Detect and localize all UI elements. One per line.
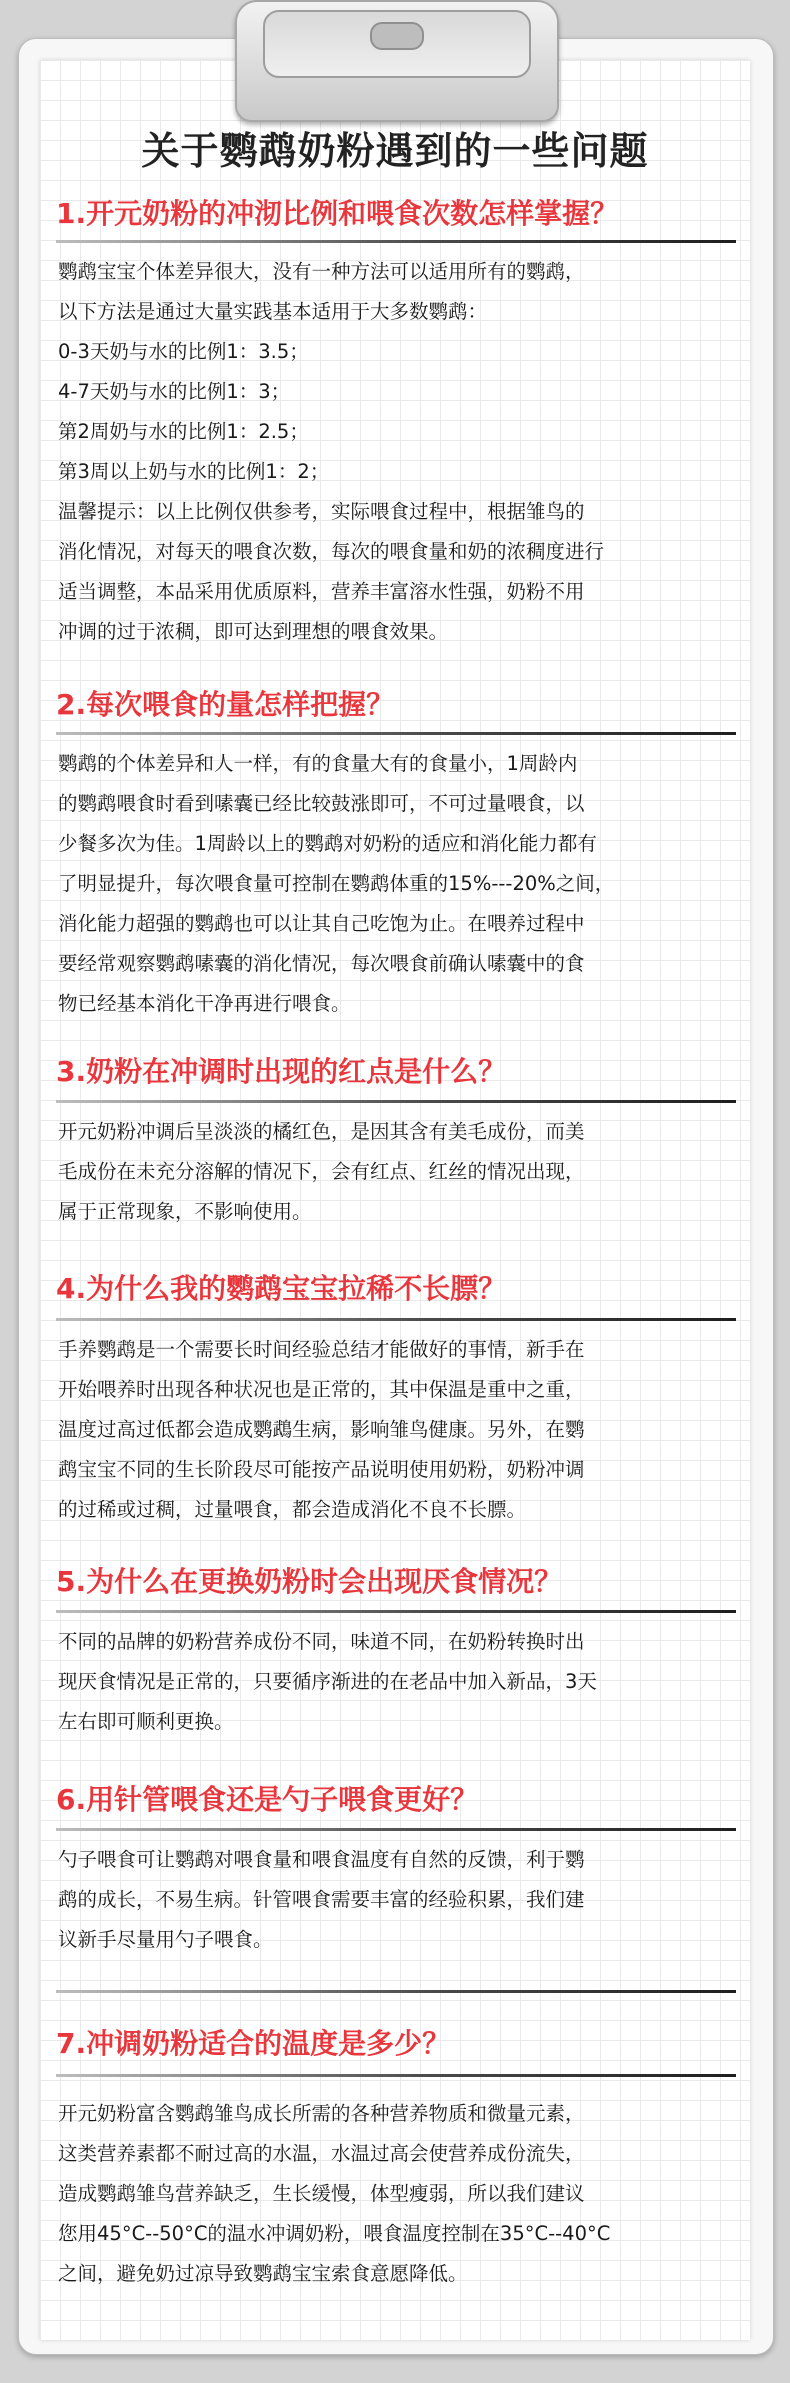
answer-line: 4-7天奶与水的比例1：3； — [58, 380, 291, 403]
answer-line: 的过稀或过稠，过量喂食，都会造成消化不良不长膘。 — [58, 1498, 527, 1521]
answer-line: 适当调整，本品采用优质原料，营养丰富溶水性强，奶粉不用 — [58, 580, 585, 603]
faq-divider-7-top — [56, 1990, 736, 1993]
answer-line: 不同的品牌的奶粉营养成份不同，味道不同，在奶粉转换时出 — [58, 1630, 585, 1653]
answer-line: 第2周奶与水的比例1：2.5； — [58, 420, 309, 443]
faq-divider-1 — [56, 240, 736, 243]
answer-line: 了明显提升，每次喂食量可控制在鹦鹉体重的15%---20%之间， — [58, 872, 615, 895]
faq-question-5: 5.为什么在更换奶粉时会出现厌食情况？ — [56, 1565, 563, 1598]
answer-line: 议新手尽量用勺子喂食。 — [58, 1928, 273, 1951]
faq-answer-6 — [58, 1840, 738, 1960]
faq-divider-4 — [56, 1318, 736, 1321]
faq-divider-6 — [56, 1828, 736, 1831]
faq-question-3: 3.奶粉在冲调时出现的红点是什么？ — [56, 1055, 507, 1088]
answer-line: 鹉宝宝不同的生长阶段尽可能按产品说明使用奶粉，奶粉冲调 — [58, 1458, 585, 1481]
answer-line: 以下方法是通过大量实践基本适用于大多数鹦鹉： — [58, 300, 488, 323]
answer-line: 鹉的成长，不易生病。针管喂食需要丰富的经验积累，我们建 — [58, 1888, 585, 1911]
answer-line: 开始喂养时出现各种状况也是正常的，其中保温是重中之重， — [58, 1378, 585, 1401]
answer-line: 开元奶粉冲调后呈淡淡的橘红色，是因其含有美毛成份，而美 — [58, 1120, 585, 1143]
answer-line: 0-3天奶与水的比例1：3.5； — [58, 340, 309, 363]
faq-question-7: 7.冲调奶粉适合的温度是多少？ — [56, 2027, 451, 2060]
answer-line: 这类营养素都不耐过高的水温，水温过高会使营养成份流失， — [58, 2142, 585, 2165]
clip-hole — [370, 22, 424, 50]
faq-answer-1 — [58, 252, 738, 652]
answer-line: 消化情况，对每天的喂食次数，每次的喂食量和奶的浓稠度进行 — [58, 540, 605, 563]
faq-answer-7 — [58, 2094, 738, 2294]
answer-line: 勺子喂食可让鹦鹉对喂食量和喂食温度有自然的反馈，利于鹦 — [58, 1848, 585, 1871]
answer-line: 左右即可顺利更换。 — [58, 1710, 234, 1733]
answer-line: 属于正常现象，不影响使用。 — [58, 1200, 312, 1223]
faq-answer-3 — [58, 1112, 738, 1232]
answer-line: 冲调的过于浓稠，即可达到理想的喂食效果。 — [58, 620, 449, 643]
answer-line: 毛成份在未充分溶解的情况下，会有红点、红丝的情况出现， — [58, 1160, 585, 1183]
answer-line: 之间，避免奶过凉导致鹦鹉宝宝索食意愿降低。 — [58, 2262, 468, 2285]
answer-line: 鹦鹉的个体差异和人一样，有的食量大有的食量小，1周龄内 — [58, 752, 578, 775]
answer-line: 的鹦鹉喂食时看到嗉囊已经比较鼓涨即可，不可过量喂食，以 — [58, 792, 585, 815]
answer-line: 消化能力超强的鹦鹉也可以让其自己吃饱为止。在喂养过程中 — [58, 912, 585, 935]
faq-question-4: 4.为什么我的鹦鹉宝宝拉稀不长膘？ — [56, 1272, 507, 1305]
faq-answer-4 — [58, 1330, 738, 1530]
answer-line: 手养鹦鹉是一个需要长时间经验总结才能做好的事情，新手在 — [58, 1338, 585, 1361]
faq-question-6: 6.用针管喂食还是勺子喂食更好？ — [56, 1783, 479, 1816]
faq-divider-7 — [56, 2074, 736, 2077]
faq-divider-3 — [56, 1100, 736, 1103]
answer-line: 少餐多次为佳。1周龄以上的鹦鹉对奶粉的适应和消化能力都有 — [58, 832, 597, 855]
answer-line: 物已经基本消化干净再进行喂食。 — [58, 992, 351, 1015]
faq-answer-2 — [58, 744, 738, 1024]
page-title: 关于鹦鹉奶粉遇到的一些问题 — [141, 129, 649, 173]
answer-line: 开元奶粉富含鹦鹉雏鸟成长所需的各种营养物质和微量元素， — [58, 2102, 585, 2125]
answer-line: 要经常观察鹦鹉嗉囊的消化情况，每次喂食前确认嗉囊中的食 — [58, 952, 585, 975]
faq-divider-2 — [56, 732, 736, 735]
answer-line: 现厌食情况是正常的，只要循序渐进的在老品中加入新品，3天 — [58, 1670, 597, 1693]
faq-question-2: 2.每次喂食的量怎样把握？ — [56, 688, 395, 721]
answer-line: 第3周以上奶与水的比例1：2； — [58, 460, 330, 483]
answer-line: 您用45°C--50°C的温水冲调奶粉，喂食温度控制在35°C--40°C — [58, 2222, 611, 2245]
faq-divider-5 — [56, 1610, 736, 1613]
answer-line: 鹦鹉宝宝个体差异很大，没有一种方法可以适用所有的鹦鹉， — [58, 260, 585, 283]
answer-line: 造成鹦鹉雏鸟营养缺乏，生长缓慢，体型瘦弱，所以我们建议 — [58, 2182, 585, 2205]
answer-line: 温度过高过低都会造成鹦鵡生病，影响雏鸟健康。另外，在鹦 — [58, 1418, 585, 1441]
faq-answer-5 — [58, 1622, 738, 1742]
answer-line: 温馨提示：以上比例仅供参考，实际喂食过程中，根据雏鸟的 — [58, 500, 585, 523]
faq-question-1: 1.开元奶粉的冲沏比例和喂食次数怎样掌握？ — [56, 197, 619, 230]
